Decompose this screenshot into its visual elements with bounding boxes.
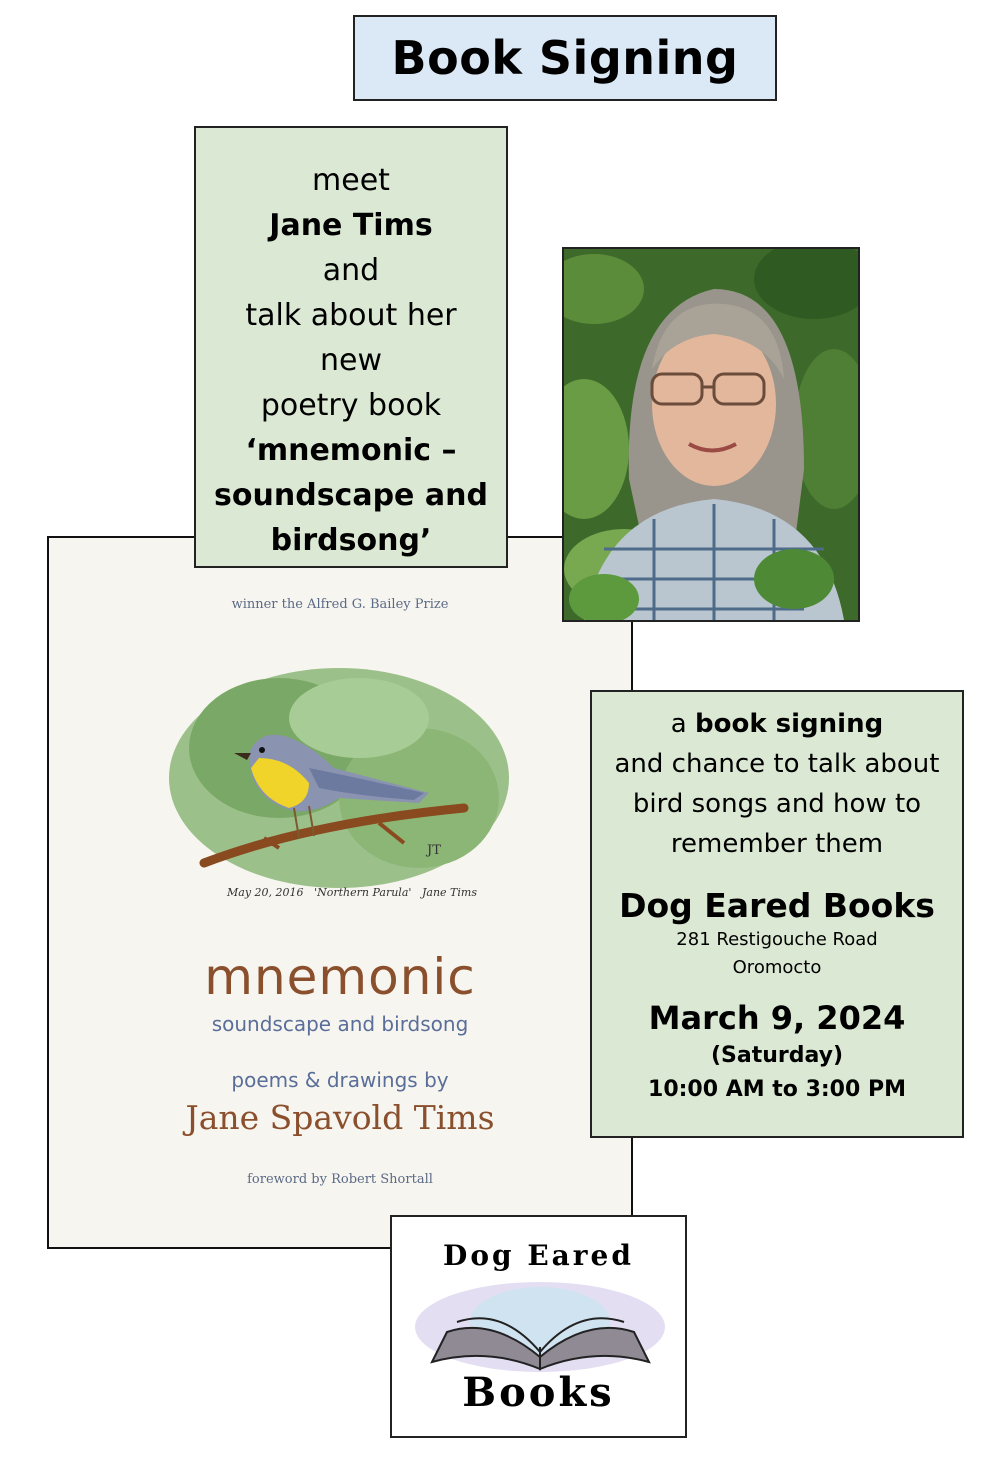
page-title: Book Signing	[391, 31, 739, 85]
store-town: Oromocto	[732, 957, 822, 978]
invite-line: and	[322, 253, 380, 288]
store-address: 281 Restigouche Road	[676, 929, 878, 950]
event-day: (Saturday)	[710, 1043, 844, 1068]
warbler-painting	[159, 658, 519, 908]
open-book-icon	[412, 1277, 669, 1377]
book-title-line: birdsong’	[270, 523, 432, 558]
prize-text: winner the Alfred G. Bailey Prize	[231, 597, 449, 612]
author-photo	[562, 247, 860, 622]
store-logo	[390, 1215, 687, 1438]
invite-panel	[194, 126, 508, 568]
cover-byline: poems & drawings by	[231, 1068, 449, 1092]
event-intro-text: a	[670, 709, 695, 739]
event-line: and chance to talk about	[614, 749, 940, 779]
event-description	[592, 692, 962, 864]
caption-name: 'Northern Parula'	[314, 886, 412, 899]
book-cover	[47, 536, 633, 1249]
cover-foreword: foreword by Robert Shortall	[247, 1172, 433, 1187]
invite-line: meet	[312, 163, 390, 198]
logo-text-bottom: Books	[462, 1369, 615, 1416]
book-title-line: ‘mnemonic –	[245, 433, 457, 468]
author-portrait-illustration	[564, 249, 858, 620]
book-title-line: soundscape and	[214, 478, 488, 513]
painting-caption	[227, 886, 477, 899]
caption-artist: Jane Tims	[421, 886, 477, 899]
cover-title: mnemonic	[204, 948, 476, 1006]
invite-line: new	[319, 343, 382, 378]
cover-subtitle: soundscape and birdsong	[211, 1012, 469, 1036]
event-line: remember them	[670, 829, 884, 859]
event-intro-bold: book signing	[694, 709, 884, 739]
event-date: March 9, 2024	[648, 999, 906, 1037]
event-panel	[590, 690, 964, 1138]
event-line	[592, 704, 962, 744]
caption-date: May 20, 2016	[227, 886, 304, 899]
store-name: Dog Eared Books	[619, 886, 935, 925]
cover-author: Jane Spavold Tims	[185, 1098, 495, 1137]
painting-signature: JT	[427, 843, 441, 858]
event-time: 10:00 AM to 3:00 PM	[648, 1077, 906, 1102]
title-banner	[353, 15, 777, 101]
event-line: bird songs and how to	[632, 789, 922, 819]
logo-text-top: Dog Eared	[443, 1239, 634, 1272]
invite-line: talk about her	[245, 298, 457, 333]
invite-line: poetry book	[260, 388, 442, 423]
author-name: Jane Tims	[269, 208, 433, 243]
